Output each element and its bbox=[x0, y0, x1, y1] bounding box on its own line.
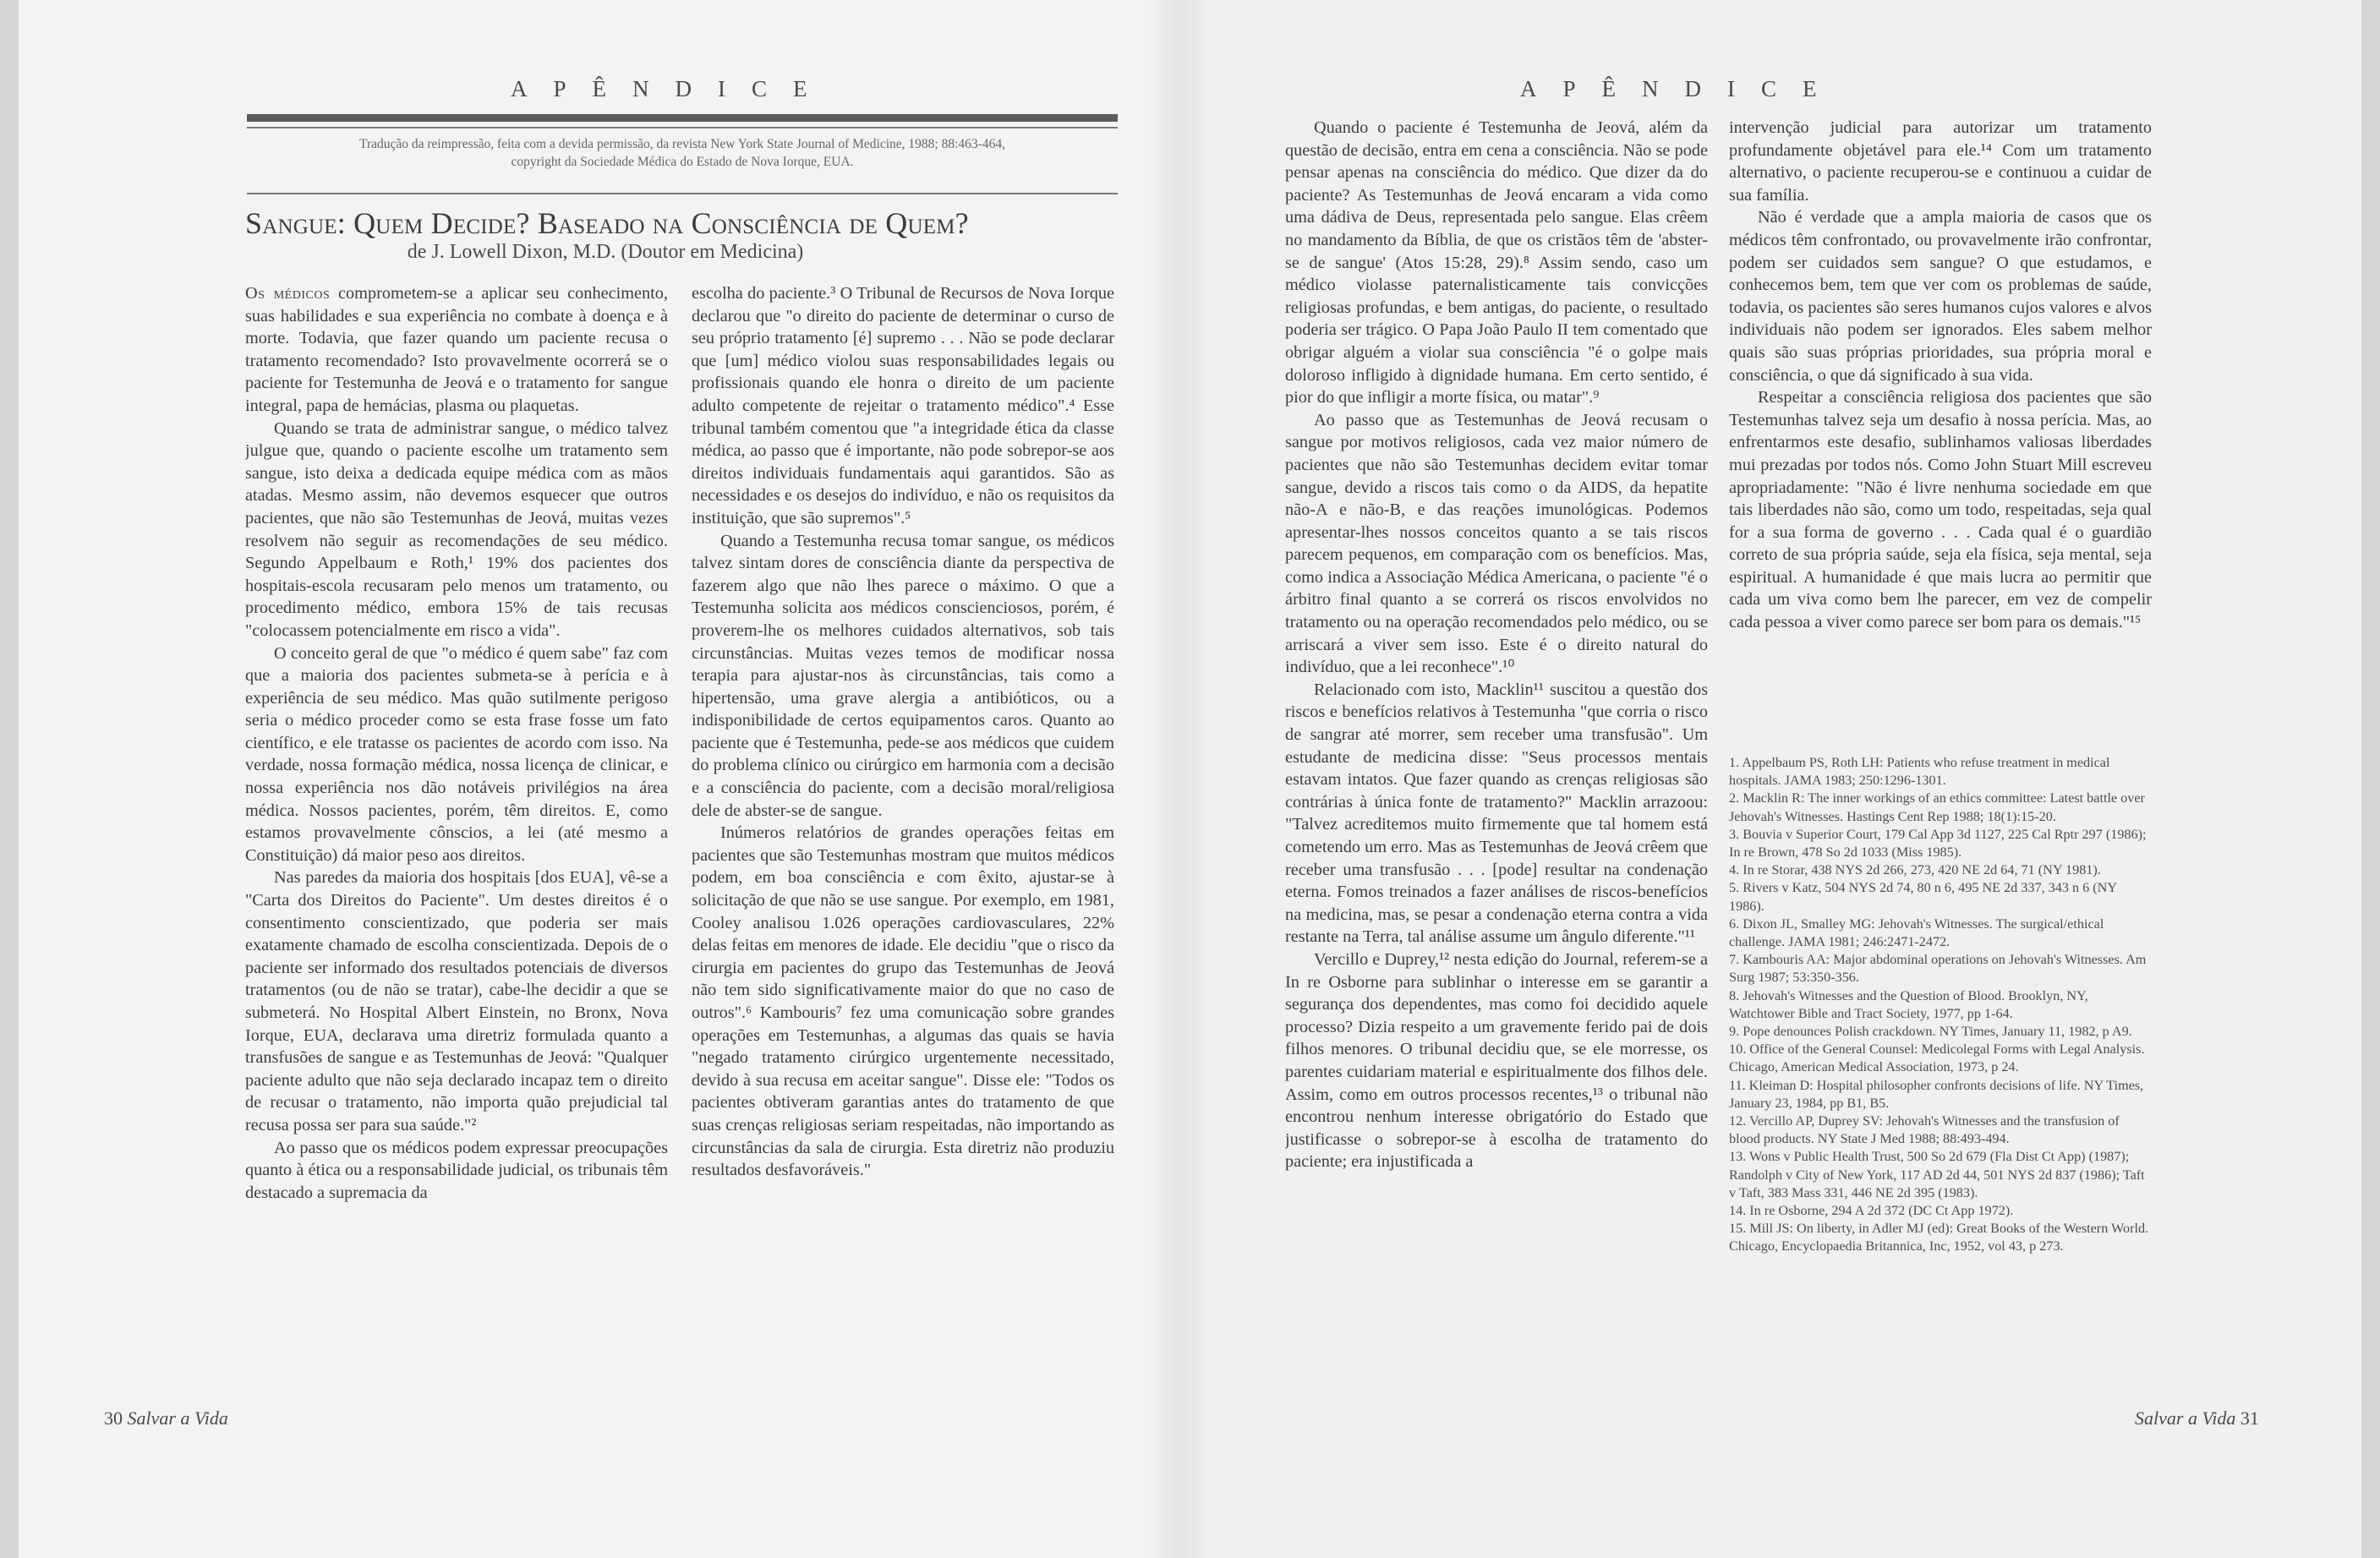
paragraph: Quando o paciente é Testemunha de Jeová, além da questão de decisão, entra em cena a consciência. Não se pode pensar apenas na consciência do médico. Que dizer da do paciente? As Testemunhas de Jeová encaram a vida como uma dádiva de Deus, representada pelo sangue. Elas crêem no mandamento da Bíblia, de que os cristãos têm de 'abster-se de sangue' (Atos 15:28, 29).⁸ Assim sendo, caso um médico violasse paternalisticamente tais convicções religiosas profundas, e bem antigas, do paciente, o resultado poderia ser trágico. O Papa João Paulo II tem comentado que obrigar alguém a violar sua consciência "é o golpe mais doloroso infligido à dignidade humana. Em certo sentido, é pior do que infligir a morte física, ou matar".⁹ bbox=[1285, 118, 1708, 407]
reference-item: 12. Vercillo AP, Duprey SV: Jehovah's Witnesses and the transfusion of blood products. NY State J Med 1988; 88:493-494. bbox=[1729, 1113, 2120, 1147]
page-number: 31 bbox=[2240, 1408, 2259, 1429]
reference-item: 8. Jehovah's Witnesses and the Question of Blood. Brooklyn, NY, Watchtower Bible and Tract Society, 1977, pp 1-64. bbox=[1729, 987, 2088, 1021]
reference-item: 15. Mill JS: On liberty, in Adler MJ (ed): Great Books of the Western World. Chicago, Encyclopaedia Britannica, Inc, 1952, vol 43, p 273. bbox=[1729, 1221, 2149, 1255]
paragraph: Respeitar a consciência religiosa dos pacientes que são Testemunhas talvez seja um desafio à nossa perícia. Mas, ao enfrentarmos este desafio, sublinhamos valiosas liberdades mui prezadas por todos nós. Como John Stuart Mill escreveu apropriadamente: "Não é livre nenhuma sociedade em que tais liberdades não são, como um todo, respeitadas, seja qual for a sua forma de governo . . . Cada qual é o guardião correto de sua própria saúde, seja ela física, seja mental, seja espiritual. A humanidade é que mais lucra ao permitir que cada um viva como bem lhe parecer, em vez de compelir cada pessoa a viver como parece ser bom para os demais."¹⁵ bbox=[1729, 388, 2152, 632]
right-page-column-1 bbox=[1285, 117, 1708, 1435]
reference-item: 4. In re Storar, 438 NYS 2d 266, 273, 420 NE 2d 64, 71 (NY 1981). bbox=[1729, 862, 2101, 878]
paragraph: intervenção judicial para autorizar um tratamento profundamente objetável para ele.¹⁴ Com um tratamento alternativo, o paciente recuperou-se e continuou a cuidar de sua família. bbox=[1729, 118, 2152, 205]
reference-item: 11. Kleiman D: Hospital philosopher confronts decisions of life. NY Times, January 23, 1984, pp B1, B5. bbox=[1729, 1077, 2144, 1111]
paragraph: escolha do paciente.³ O Tribunal de Recursos de Nova Iorque declarou que "o direito do paciente de determinar o curso de seu próprio tratamento [é] supremo . . . Não se pode declarar que [um] médico violou suas responsabilidades legais ou profissionais quando ele honra o direito de um paciente adulto competente de rejeitar o tratamento médico".⁴ Esse tribunal também comentou que "a integridade ética da classe médica, ao passo que é importante, não pode sobrepor-se aos direitos individuais fundamentais aqui garantidos. São as necessidades e os desejos do indivíduo, e não os requisitos da instituição, que são supremos".⁵ bbox=[692, 284, 1114, 528]
paragraph: Vercillo e Duprey,¹² nesta edição do Journal, referem-se a In re Osborne para sublinhar o interesse em se garantir a segurança dos dependentes, mas como foi decidido aquele processo? Dizia respeito a um gravemente ferido pai de dois filhos menores. O tribunal decidiu que, se ele morresse, os parentes cuidariam material e espiritualmente dos filhos dele. Assim, como em outros processos recentes,¹³ o tribunal não encontrou nenhum interesse obrigatório do Estado que justificasse o sobrepor-se à escolha de tratamento do paciente; era injustificada a bbox=[1285, 949, 1708, 1172]
reference-item: 7. Kambouris AA: Major abdominal operations on Jehovah's Witnesses. Am Surg 1987; 53:350-356. bbox=[1729, 952, 2147, 986]
header-thin-rule bbox=[247, 127, 1118, 128]
paragraph: Nas paredes da maioria dos hospitais [dos EUA], vê-se a "Carta dos Direitos do Paciente". Um destes direitos é o consentimento conscientizado, que poderia ser mais exatamente chamado de escolha conscientizada. Depois de o paciente ser informado dos resultados potenciais de diversos tratamentos (ou de não se tratar), cabe-lhe decidir a que se submeterá. No Hospital Albert Einstein, no Bronx, Nova Iorque, EUA, declarava uma diretriz formulada quanto a transfusões de sangue e as Testemunhas de Jeová: "Qualquer paciente adulto que não seja declarado incapaz tem o direito de recusar o tratamento, não importa quão prejudicial tal recusa possa ser para sua saúde."² bbox=[245, 868, 668, 1134]
paragraph: O conceito geral de que "o médico é quem sabe" faz com que a maioria dos pacientes submeta-se à perícia e à experiência de seu médico. Mas quão sutilmente perigoso seria o médico proceder como se esta frase fosse um fato científico, e ele tratasse os pacientes de acordo com isso. Na verdade, nossa formação médica, nossa licença de clinicar, e nossa experiência nos dão notáveis privilégios na área médica. Nossos pacientes, porém, têm direitos. E, como estamos provavelmente cônscios, a lei (até mesmo a Constituição) dá maior peso aos direitos. bbox=[245, 643, 668, 865]
reference-item: 2. Macklin R: The inner workings of an ethics committee: Latest battle over Jehovah's Witnesses. Hastings Cent Rep 1988; 18(1):15-20. bbox=[1729, 790, 2145, 824]
header-thick-rule bbox=[247, 114, 1118, 122]
reference-item: 10. Office of the General Counsel: Medicolegal Forms with Legal Analysis. Chicago, American Medical Association, 1973, p 24. bbox=[1729, 1041, 2145, 1075]
reference-item: 6. Dixon JL, Smalley MG: Jehovah's Witnesses. The surgical/ethical challenge. JAMA 1981; 246:2471-2472. bbox=[1729, 916, 2104, 950]
right-running-header: APÊNDICE bbox=[1520, 76, 1843, 101]
reference-item: 5. Rivers v Katz, 504 NYS 2d 74, 80 n 6, 495 NE 2d 337, 343 n 6 (NY 1986). bbox=[1729, 880, 2117, 914]
paragraph bbox=[245, 282, 668, 418]
paragraph: Ao passo que as Testemunhas de Jeová recusam o sangue por motivos religiosos, cada vez maior número de pacientes que não são Testemunhas decidem evitar tomar sangue, devido a riscos tais como o da AIDS, da hepatite não-A e não-B, e das reações imunológicas. Podemos apresentar-lhes nossos conceitos quanto a se tais riscos parecem pequenos, em comparação com os benefícios. Mas, como indica a Associação Médica Americana, o paciente "é o árbitro final quanto a se correrá os riscos envolvidos no tratamento ou na operação recomendados pelo médico, ou se arriscará a viver sem isso. Este é o direito natural do indivíduo, que a lei reconhece".¹⁰ bbox=[1285, 410, 1708, 677]
reprint-bottom-rule bbox=[247, 193, 1118, 194]
reference-item: 14. In re Osborne, 294 A 2d 372 (DC Ct App 1972). bbox=[1729, 1203, 2014, 1219]
reprint-note-line2: copyright da Sociedade Médica do Estado de Nova Iorque, EUA. bbox=[511, 155, 854, 169]
references-list bbox=[1729, 754, 2152, 1447]
article-byline: de J. Lowell Dixon, M.D. (Doutor em Medicina) bbox=[407, 241, 804, 263]
left-running-header: APÊNDICE bbox=[511, 76, 834, 101]
left-page-footer bbox=[104, 1408, 228, 1430]
publication-name: Salvar a Vida bbox=[2135, 1408, 2236, 1429]
paragraph: Quando se trata de administrar sangue, o médico talvez julgue que, quando o paciente escolhe um tratamento sem sangue, isto deixa a dedicada equipe médica com as mãos atadas. Mesmo assim, não devemos esquecer que outros pacientes, que não são Testemunhas de Jeová, muitas vezes resolvem não seguir as recomendações de seu médico. Segundo Appelbaum e Roth,¹ 19% dos pacientes dos hospitais-escola recusaram pelo menos um tratamento, ou procedimento médico, embora 15% de tais recusas "colocassem potencialmente em risco a vida". bbox=[245, 418, 668, 640]
left-page-column-2 bbox=[692, 282, 1114, 1445]
paragraph: Relacionado com isto, Macklin¹¹ suscitou a questão dos riscos e benefícios relativos à Testemunha "que corria o risco de sangrar até morrer, sem receber uma transfusão". Um estudante de medicina disse: "Seus processos mentais estavam intatos. Que fazer quando as crenças religiosas são contrárias à única fonte de tratamento?" Macklin arrazoou: "Talvez acreditemos muito firmemente que tal homem está cometendo um erro. Mas as Testemunhas de Jeová crêem que receber uma transfusão . . . [pode] resultar na condenação eterna. Fomos treinados a fazer análises de riscos-benefícios na medicina, mas, se pesar a condenação eterna contra a vida restante na Terra, tal análise assume um ângulo diferente."¹¹ bbox=[1285, 680, 1708, 947]
reprint-note-line1: Tradução da reimpressão, feita com a devida permissão, da revista New York State Journal of Medicine, 1988; 88:463-464, bbox=[359, 137, 1005, 151]
reprint-note bbox=[247, 135, 1118, 171]
paragraph: Não é verdade que a ampla maioria de casos que os médicos têm confrontado, ou provavelmente irão confrontar, podem ser cuidados sem sangue? O que estudamos, e conhecemos bem, tem que ver com os problemas de saúde, todavia, os pacientes são seres humanos cujos valores e alvos individuais não podem ser ignorados. Eles sabem melhor quais são suas próprias prioridades, sua própria moral e consciência, o que dá significado à sua vida. bbox=[1729, 208, 2152, 385]
right-page-footer bbox=[2135, 1408, 2259, 1430]
paragraph-text: comprometem-se a aplicar seu conhecimento, suas habilidades e sua experiência no combate à doença e à morte. Todavia, que fazer quando um paciente recusa o tratamento recomendado? Isto provavelmente ocorrerá se o paciente for Testemunha de Jeová e o tratamento for sangue integral, papa de hemácias, plasma ou plaquetas. bbox=[245, 284, 668, 415]
left-page-column-1 bbox=[245, 282, 668, 1445]
reference-item: 1. Appelbaum PS, Roth LH: Patients who refuse treatment in medical hospitals. JAMA 1983; 250:1296-1301. bbox=[1729, 755, 2110, 789]
reference-item: 3. Bouvia v Superior Court, 179 Cal App 3d 1127, 225 Cal Rptr 297 (1986); In re Brown, 478 So 2d 1033 (Miss 1985). bbox=[1729, 826, 2147, 861]
publication-name: Salvar a Vida bbox=[127, 1408, 228, 1429]
right-page-column-2 bbox=[1729, 117, 2152, 742]
article-title: Sangue: Quem Decide? Baseado na Consciência de Quem? bbox=[245, 206, 969, 240]
reference-item: 13. Wons v Public Health Trust, 500 So 2d 679 (Fla Dist Ct App) (1987); Randolph v City of New York, 117 AD 2d 44, 501 NYS 2d 837 (1986); Taft v Taft, 383 Mass 331, 446 NE 2d 395 (1983). bbox=[1729, 1149, 2145, 1200]
paragraph: Quando a Testemunha recusa tomar sangue, os médicos talvez sintam dores de consciência diante da perspectiva de fazerem algo que não lhes parece o máximo. O que a Testemunha solicita aos médicos conscienciosos, porém, é proverem-lhe os melhores cuidados alternativos, sob tais circunstâncias. Muitas vezes temos de modificar nossa terapia para ajustar-nos às circunstâncias, tais como a hipertensão, uma grave alergia a antibióticos, ou a indisponibilidade de certos equipamentos caros. Quanto ao paciente que é Testemunha, pede-se aos médicos que cuidem do problema clínico ou cirúrgico em harmonia com a decisão e a consciência do paciente, com a decisão moral/religiosa dele de abster-se de sangue. bbox=[692, 531, 1114, 820]
book-gutter bbox=[1146, 0, 1213, 1558]
lead-words: Os médicos bbox=[245, 284, 331, 303]
paragraph: Inúmeros relatórios de grandes operações feitas em pacientes que são Testemunhas mostram que muitos médicos podem, em boa consciência e com êxito, ajustar-se à solicitação de que não se use sangue. Por exemplo, em 1981, Cooley analisou 1.026 operações cardiovasculares, 22% delas feitas em menores de idade. Ele decidiu "que o risco da cirurgia em pacientes do grupo das Testemunhas de Jeová não tem sido significativamente maior do que no caso de outros".⁶ Kambouris⁷ fez uma comunicação sobre grandes operações em Testemunhas, a algumas das quais se havia "negado tratamento cirúrgico urgentemente necessitado, devido à sua recusa em aceitar sangue". Disse ele: "Todos os pacientes obtiveram garantias antes do tratamento de que suas crenças religiosas seriam respeitadas, não importando as circunstâncias da sala de cirurgia. Esta diretriz não produziu resultados desfavoráveis." bbox=[692, 823, 1114, 1180]
paragraph: Ao passo que os médicos podem expressar preocupações quanto à ética ou a responsabilidade judicial, os tribunais têm destacado a supremacia da bbox=[245, 1138, 668, 1202]
reference-item: 9. Pope denounces Polish crackdown. NY Times, January 11, 1982, p A9. bbox=[1729, 1024, 2132, 1040]
page-number: 30 bbox=[104, 1408, 123, 1429]
